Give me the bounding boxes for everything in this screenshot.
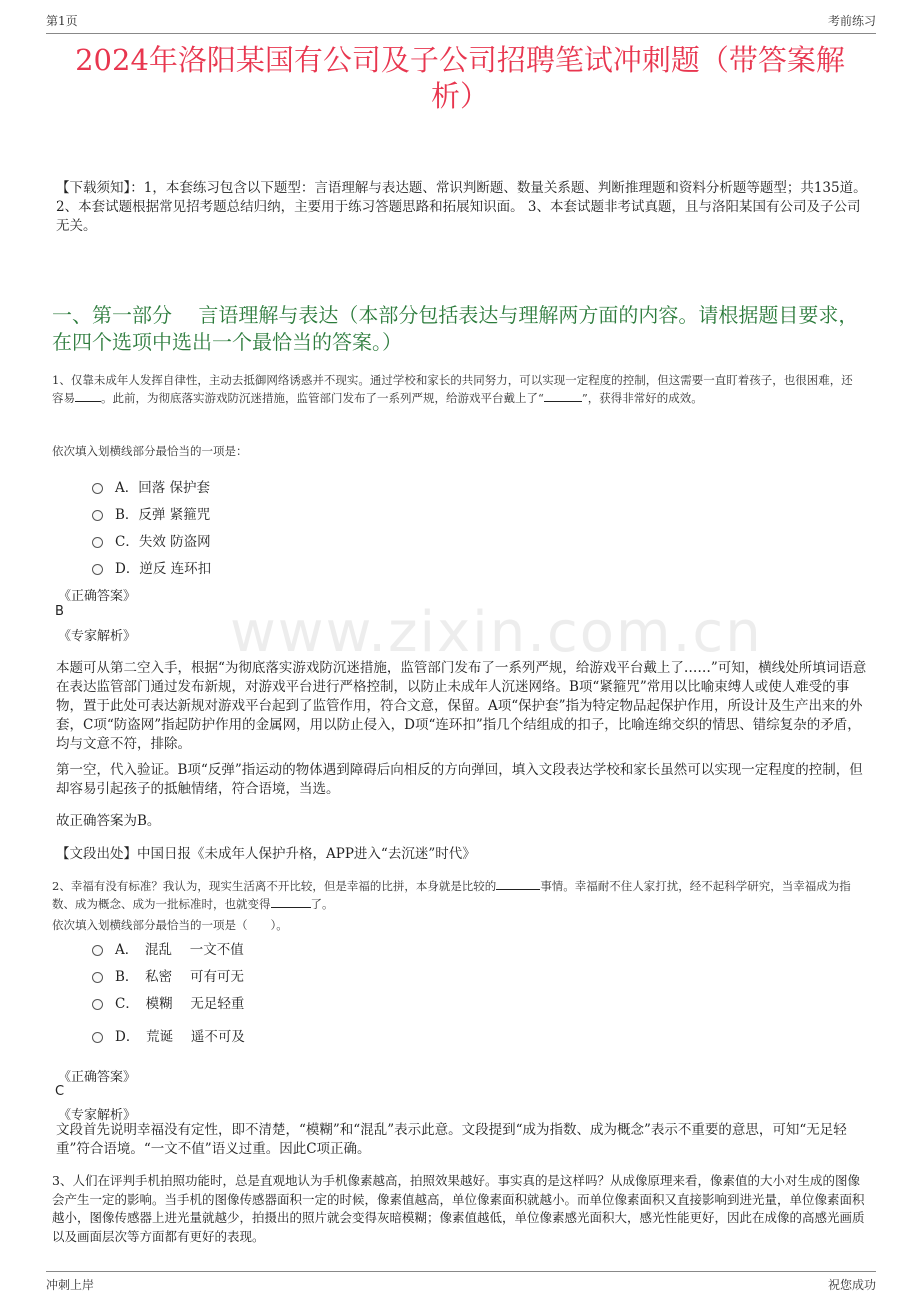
q2-answer: C (55, 1084, 65, 1099)
page-header (46, 12, 876, 34)
blank-2 (544, 389, 582, 402)
q1-answer: B (55, 604, 64, 619)
q2-option-d[interactable]: D． 荒诞 遥不可及 (92, 1025, 245, 1045)
section-heading: 一、第一部分 言语理解与表达（本部分包括表达与理解两方面的内容。请根据题目要求，在四个选项中选出一个最恰当的答案。） (52, 303, 859, 354)
radio-icon[interactable] (92, 999, 103, 1010)
question-2-stem: 2、幸福有没有标准？我认为，现实生活离不开比较，但是幸福的比拼，本身就是比较的 事情。幸福耐不住人家打扰，经不起科学研究，当幸福成为指数、成为概念、成为一批标准时，也就变得 了。 (52, 879, 851, 911)
radio-icon[interactable] (92, 945, 103, 956)
q2-option-a[interactable]: A． 混乱 一文不值 (92, 938, 244, 958)
radio-icon[interactable] (92, 1032, 103, 1043)
blank-2 (271, 895, 311, 908)
document-title: 2024年洛阳某国有公司及子公司招聘笔试冲刺题（带答案解析） (75, 43, 845, 113)
q1-option-b[interactable]: B．反弹 紧箍咒 (92, 503, 210, 523)
q1-conclusion: 故正确答案为B。 (56, 813, 161, 829)
page-number: 第1页 (46, 14, 78, 28)
radio-icon[interactable] (92, 972, 103, 983)
footer-left: 冲刺上岸 (46, 1278, 95, 1292)
q1-option-c[interactable]: C．失效 防盗网 (92, 530, 211, 550)
q1-analysis-p2: 第一空，代入验证。B项“反弹”指运动的物体遇到障碍后向相反的方向弹回，填入文段表达学校和家长虽然可以实现一定程度的控制，但却容易引起孩子的抵触情绪，符合语境，当选。 (56, 762, 863, 797)
q1-analysis-label: 《专家解析》 (58, 629, 137, 644)
q1-option-d[interactable]: D．逆反 连环扣 (92, 557, 211, 577)
q2-option-b[interactable]: B． 私密 可有可无 (92, 965, 244, 985)
blank-1 (75, 389, 101, 402)
q1-source: 【文段出处】中国日报《未成年人保护升格，APP进入“去沉迷”时代》 (56, 846, 476, 862)
radio-icon[interactable] (92, 510, 103, 521)
q2-option-c[interactable]: C． 模糊 无足轻重 (92, 992, 244, 1012)
q2-answer-label: 《正确答案》 (58, 1070, 137, 1085)
q1-analysis-p1: 本题可从第二空入手，根据“为彻底落实游戏防沉迷措施，监管部门发布了一系列严规，给游戏平台戴上了……”可知，横线处所填词语意在表达监管部门通过发布新规，对游戏平台进行严格控制，以防止未成年人沉迷网络。B项“紧箍咒”常用以比喻束缚人或使人难受的事物，置于此处可表达新规对游戏平台起到了监管作用，符合文意，保留。A项“保护套”指为特定物品起保护作用，所设计及生产出来的外套，C项“防盗网”指起防护作用的金属网，用以防止侵入，D项“连环扣”指几个结组成的扣子，比喻连绵交织的情思、错综复杂的矛盾，均与文意不符，排除。 (56, 660, 867, 752)
q1-option-a[interactable]: A．回落 保护套 (92, 476, 210, 496)
question-2-prompt: 依次填入划横线部分最恰当的一项是（ ）。 (52, 918, 288, 932)
question-1-prompt: 依次填入划横线部分最恰当的一项是： (52, 444, 248, 458)
q1-answer-label: 《正确答案》 (58, 589, 137, 604)
radio-icon[interactable] (92, 537, 103, 548)
footer-right: 祝您成功 (827, 1278, 876, 1292)
question-1-stem: 1、仅靠未成年人发挥自律性，主动去抵御网络诱惑并不现实。通过学校和家长的共同努力，可以实现一定程度的控制，但这需要一直盯着孩子，也很困难，还容易 。此前，为彻底落实游戏防沉迷措施，监管部门发布了一系列严规，给游戏平台戴上了“ ”，获得非常好的成效。 (52, 373, 853, 405)
radio-icon[interactable] (92, 483, 103, 494)
q2-analysis-label: 《专家解析》 (58, 1108, 137, 1123)
radio-icon[interactable] (92, 564, 103, 575)
header-tag: 考前练习 (827, 14, 876, 28)
watermark: www.zixin.com.cn (230, 600, 763, 665)
question-3-stem: 3、人们在评判手机拍照功能时，总是直观地认为手机像素越高，拍照效果越好。事实真的是这样吗？从成像原理来看，像素值的大小对生成的图像会产生一定的影响。当手机的图像传感器面积一定的时候，像素值越高，单位像素面积就越小。而单位像素面积又直接影响到进光量，单位像素面积越小，图像传感器上进光量就越少，拍摄出的照片就会变得灰暗模糊；像素值越低，单位像素感光面积大，感光性能更好，因此在成像的高感光画质以及画面层次等方面都有更好的表现。 (52, 1173, 865, 1244)
page-footer (46, 1271, 876, 1293)
q2-analysis: 文段首先说明幸福没有定性，即不清楚，“模糊”和“混乱”表示此意。文段提到“成为指数、成为概念”表示不重要的意思，可知“无足轻重”符合语境。“一文不值”语义过重。因此C项正确。 (56, 1122, 847, 1157)
blank-1 (496, 877, 540, 890)
download-notice: 【下载须知】：1，本套练习包含以下题型：言语理解与表达题、常识判断题、数量关系题、判断推理题和资料分析题等题型；共135道。 2、本套试题根据常见招考题总结归纳，主要用于练习答题思路和拓展知识面。 3、本套试题非考试真题，且与洛阳某国有公司及子公司无关。 (56, 180, 867, 234)
